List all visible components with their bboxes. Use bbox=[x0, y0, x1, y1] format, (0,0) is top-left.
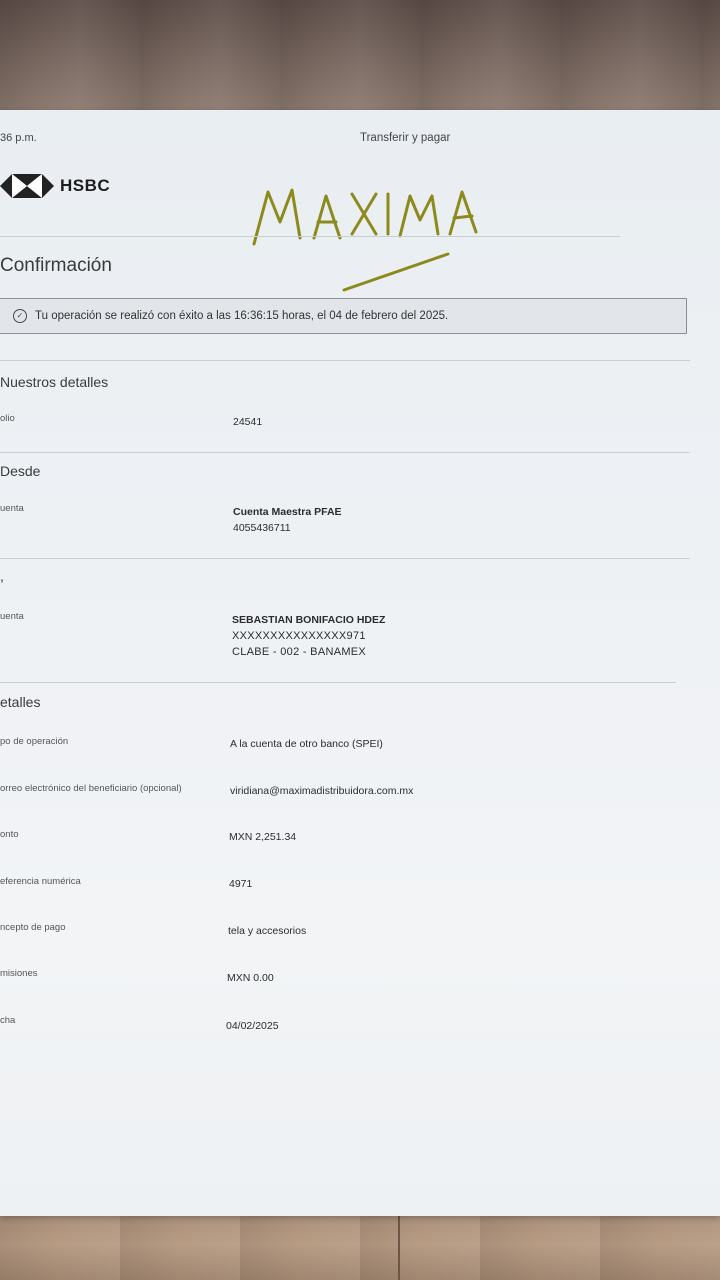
folio-label: olio bbox=[0, 413, 15, 424]
detail-label: ncepto de pago bbox=[0, 922, 66, 933]
success-banner bbox=[0, 298, 687, 334]
divider bbox=[0, 558, 690, 559]
printed-receipt bbox=[0, 110, 720, 1216]
check-circle-icon: ✓ bbox=[13, 309, 27, 323]
hsbc-hexagon-icon bbox=[0, 170, 54, 202]
wood-table-background-bottom bbox=[0, 1208, 720, 1280]
detail-label: po de operación bbox=[0, 736, 69, 747]
divider bbox=[0, 682, 676, 683]
divider bbox=[0, 360, 690, 361]
divider bbox=[0, 452, 690, 453]
detail-value: A la cuenta de otro banco (SPEI) bbox=[230, 738, 383, 750]
folio-value: 24541 bbox=[233, 416, 263, 428]
beneficiary-clabe: CLABE - 002 - BANAMEX bbox=[232, 646, 367, 658]
wood-seam bbox=[398, 1216, 400, 1280]
success-message: Tu operación se realizó con éxito a las 16:36:15 horas, el 04 de febrero del 2025. bbox=[35, 310, 449, 322]
source-account-number: 4055436711 bbox=[233, 522, 291, 534]
section-title-para: , bbox=[0, 568, 4, 584]
detail-value: MXN 2,251.34 bbox=[229, 831, 297, 843]
detail-value: 04/02/2025 bbox=[226, 1020, 279, 1032]
detail-value: tela y accesorios bbox=[228, 925, 307, 937]
detail-label: onto bbox=[0, 829, 19, 840]
header-time: 36 p.m. bbox=[0, 132, 37, 144]
beneficiary-name: SEBASTIAN BONIFACIO HDEZ bbox=[232, 614, 386, 626]
page-title: Confirmación bbox=[0, 255, 112, 276]
detail-value: MXN 0.00 bbox=[227, 972, 274, 984]
desde-cuenta-label: uenta bbox=[0, 503, 24, 514]
header-title: Transferir y pagar bbox=[360, 132, 451, 144]
bank-name: HSBC bbox=[60, 176, 111, 195]
section-title-nuestros-detalles: Nuestros detalles bbox=[0, 374, 109, 390]
section-title-detalles: etalles bbox=[0, 694, 41, 710]
bank-logo bbox=[0, 170, 110, 202]
source-account-name: Cuenta Maestra PFAE bbox=[233, 506, 342, 518]
detail-label: orreo electrónico del beneficiario (opcional) bbox=[0, 783, 182, 794]
detail-value: 4971 bbox=[229, 878, 253, 890]
beneficiary-masked-account: XXXXXXXXXXXXXXX971 bbox=[232, 630, 366, 642]
detail-label: cha bbox=[0, 1015, 16, 1026]
detail-label: misiones bbox=[0, 968, 38, 979]
para-cuenta-label: uenta bbox=[0, 611, 24, 622]
divider bbox=[0, 236, 620, 237]
handwritten-maxima-note bbox=[248, 172, 508, 302]
detail-value: viridiana@maximadistribuidora.com.mx bbox=[230, 785, 414, 797]
wood-table-background-top bbox=[0, 0, 720, 112]
detail-label: eferencia numérica bbox=[0, 876, 81, 887]
section-title-desde: Desde bbox=[0, 463, 41, 479]
